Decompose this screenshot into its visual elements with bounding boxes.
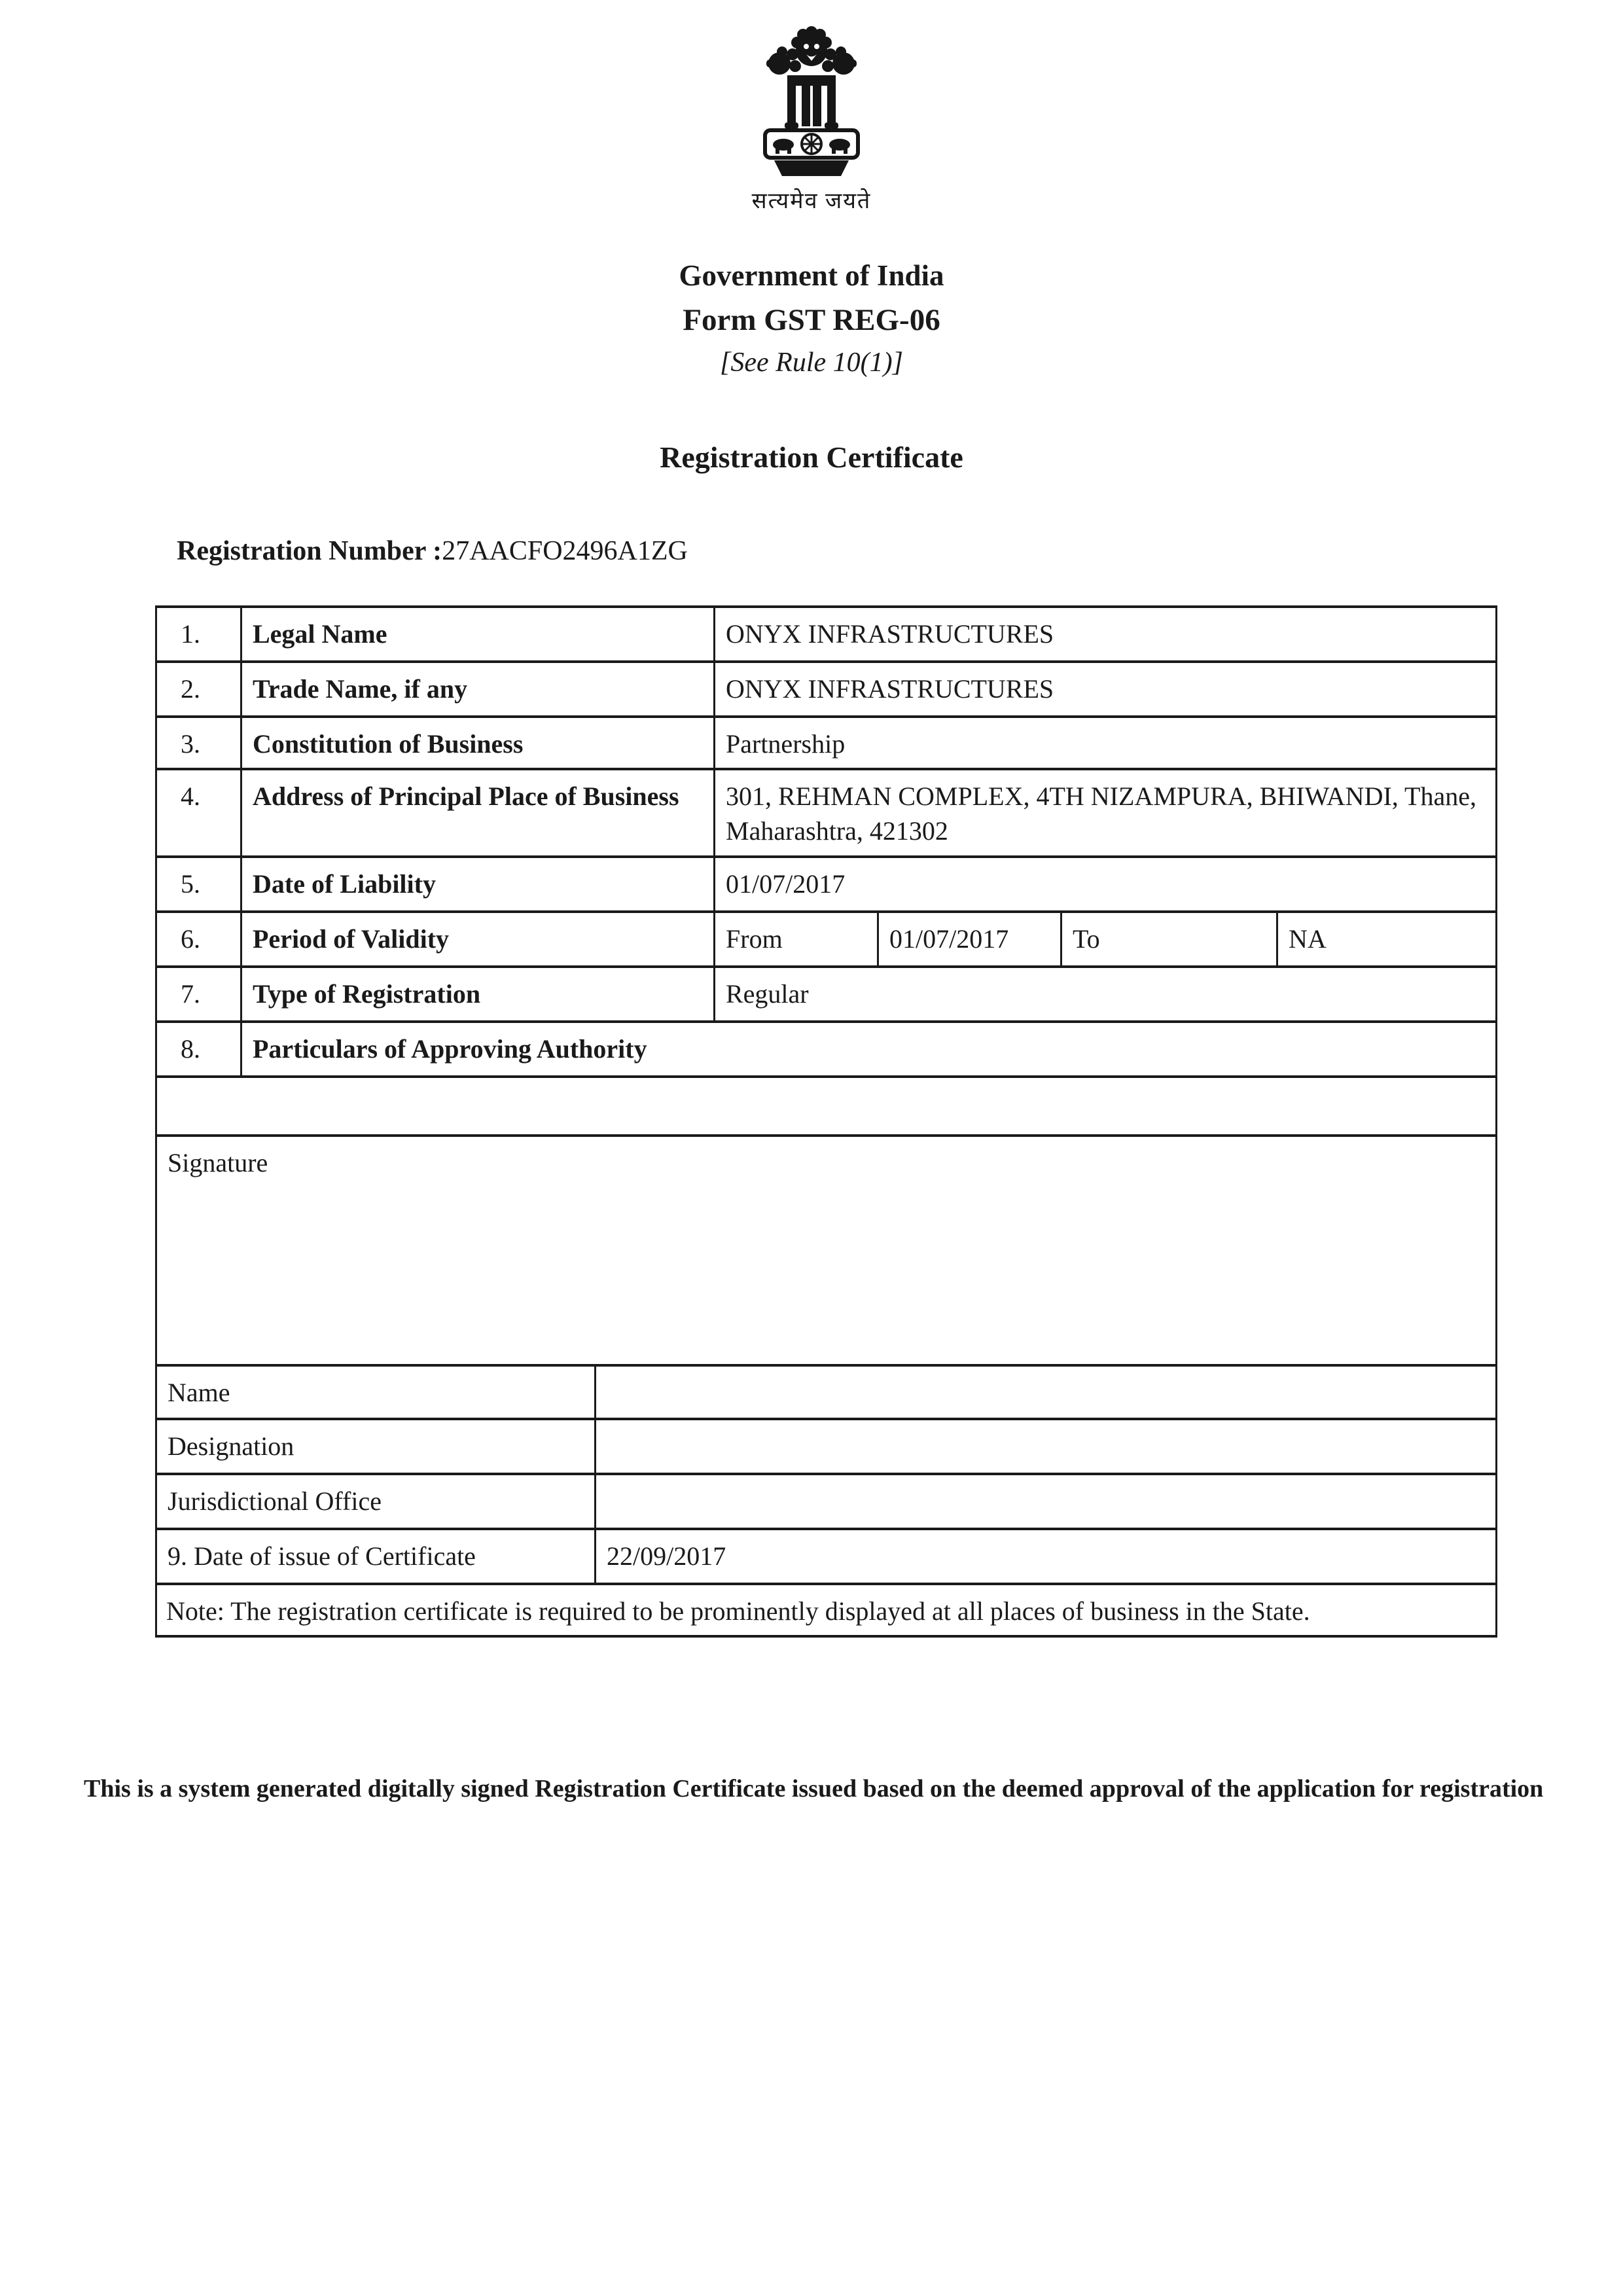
row6-to-value: NA	[1277, 912, 1497, 967]
officer-designation-value	[596, 1419, 1497, 1474]
row1-value: ONYX INFRASTRUCTURES	[715, 607, 1497, 662]
table-row	[156, 607, 1497, 662]
title-rule-reference: [See Rule 10(1)]	[720, 348, 903, 378]
details-table	[155, 605, 1497, 1367]
footer-disclaimer: This is a system generated digitally signed Registration Certificate issued based on the deemed approval of the application for registration	[84, 1775, 1544, 1803]
approving-authority-empty-cell	[156, 1077, 1497, 1136]
row6-number: 6.	[156, 912, 241, 967]
row7-value: Regular	[715, 967, 1497, 1022]
officer-designation-label: Designation	[156, 1419, 596, 1474]
table-row	[156, 1584, 1497, 1636]
table-row	[156, 662, 1497, 717]
row8-label: Particulars of Approving Authority	[241, 1022, 1497, 1077]
table-row-signature	[156, 1136, 1497, 1365]
registration-table	[155, 605, 1495, 1638]
registration-number-line	[177, 535, 688, 567]
registration-number-label: Registration Number :	[177, 536, 442, 566]
row6-from-label: From	[715, 912, 878, 967]
table-row	[156, 1419, 1497, 1474]
row4-number: 4.	[156, 769, 241, 857]
row7-number: 7.	[156, 967, 241, 1022]
emblem-block	[0, 23, 1623, 215]
officer-name-label: Name	[156, 1367, 596, 1419]
emblem-motto: सत्यमेव जयते	[751, 189, 872, 213]
row5-value: 01/07/2017	[715, 857, 1497, 912]
title-government: Government of India	[679, 259, 944, 292]
table-row	[156, 857, 1497, 912]
row6-label: Period of Validity	[241, 912, 715, 967]
table-row	[156, 912, 1497, 967]
title-certificate: Registration Certificate	[660, 440, 963, 474]
table-row	[156, 1022, 1497, 1077]
signature-cell	[156, 1136, 1497, 1365]
row5-label: Date of Liability	[241, 857, 715, 912]
row6-from-value: 01/07/2017	[878, 912, 1061, 967]
issue-date-label: 9. Date of issue of Certificate	[156, 1529, 596, 1584]
table-row	[156, 1367, 1497, 1419]
row4-value: 301, REHMAN COMPLEX, 4TH NIZAMPURA, BHIWANDI, Thane, Maharashtra, 421302	[715, 769, 1497, 857]
registration-number-value: 27AACFO2496A1ZG	[442, 536, 688, 566]
row3-value: Partnership	[715, 717, 1497, 769]
row2-label: Trade Name, if any	[241, 662, 715, 717]
row2-number: 2.	[156, 662, 241, 717]
row6-to-label: To	[1061, 912, 1277, 967]
india-national-emblem-icon	[749, 23, 874, 179]
row4-label: Address of Principal Place of Business	[241, 769, 715, 857]
row1-label: Legal Name	[241, 607, 715, 662]
officer-name-value	[596, 1367, 1497, 1419]
table-row	[156, 769, 1497, 857]
row8-number: 8.	[156, 1022, 241, 1077]
title-form-number: Form GST REG-06	[683, 303, 940, 337]
row1-number: 1.	[156, 607, 241, 662]
table-row	[156, 1529, 1497, 1584]
table-row-empty	[156, 1077, 1497, 1136]
row5-number: 5.	[156, 857, 241, 912]
table-row	[156, 717, 1497, 769]
jurisdictional-office-label: Jurisdictional Office	[156, 1474, 596, 1529]
table-row	[156, 1474, 1497, 1529]
note-text: Note: The registration certificate is required to be prominently displayed at all places of business in the State.	[156, 1584, 1497, 1636]
row2-value: ONYX INFRASTRUCTURES	[715, 662, 1497, 717]
signature-label: Signature	[168, 1148, 268, 1177]
row3-number: 3.	[156, 717, 241, 769]
table-row	[156, 967, 1497, 1022]
row7-label: Type of Registration	[241, 967, 715, 1022]
officer-table	[155, 1367, 1497, 1638]
issue-date-value: 22/09/2017	[596, 1529, 1497, 1584]
row3-label: Constitution of Business	[241, 717, 715, 769]
jurisdictional-office-value	[596, 1474, 1497, 1529]
